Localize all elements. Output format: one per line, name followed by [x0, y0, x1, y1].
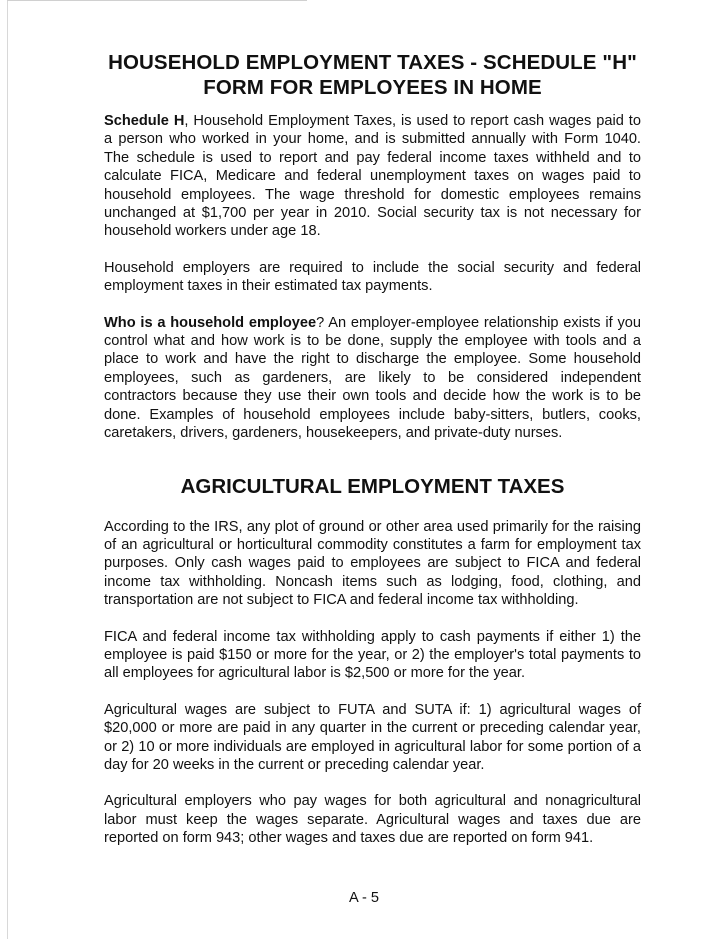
section-heading-wrap	[104, 474, 641, 499]
paragraph-schedule-h-text: , Household Employment Taxes, is used to report cash wages paid to a person who worked in your home, and is submitted annually with Form 1040. The schedule is used to report and pay federal income taxes withheld and to calculate FICA, Medicare and federal unemployment taxes on wages paid to household employees. The wage threshold for domestic employees remains unchanged at $1,700 per year in 2010. Social security tax is not necessary for household workers under age 18.	[104, 113, 641, 240]
paragraph-household-employee	[104, 314, 641, 443]
document-page	[104, 50, 641, 848]
paragraph-schedule-h	[104, 112, 641, 241]
scan-top-edge	[7, 0, 307, 1]
page-title	[104, 50, 641, 100]
page-title-line-1: HOUSEHOLD EMPLOYMENT TAXES - SCHEDULE "H"	[108, 51, 637, 74]
paragraph-farm-definition: According to the IRS, any plot of ground or other area used primarily for the raising of an agricultural or horticultural commodity constitutes a farm for employment tax purposes. Only cash wages paid to employees are subject to FICA and federal income tax withholding. Noncash items such as lodging, food, clothing, and transportation are not subject to FICA and federal income tax withholding.	[104, 518, 641, 609]
paragraph-schedule-h-lead: Schedule H	[104, 113, 185, 129]
section-heading-agricultural: AGRICULTURAL EMPLOYMENT TAXES	[180, 474, 565, 498]
page-title-line-2: FORM FOR EMPLOYEES IN HOME	[203, 76, 542, 99]
paragraph-fica-withholding: FICA and federal income tax withholding apply to cash payments if either 1) the employee is paid $150 or more for the year, or 2) the employer's total payments to all employees for agricultural labor is $2,500 or more for the year.	[104, 628, 641, 682]
scan-left-edge	[7, 0, 8, 939]
paragraph-household-employee-text: ? An employer-employee relationship exists if you control what and how work is to be done, supply the employee with tools and a place to work and have the right to discharge the employee. Some household employees, such as gardeners, are likely to be considered independent contractors because they use their own tools and decide how the work is to be done. Examples of household employees include baby-sitters, butlers, cooks, caretakers, drivers, gardeners, housekeepers, and private-duty nurses.	[104, 314, 641, 442]
paragraph-separate-wages: Agricultural employers who pay wages for both agricultural and nonagricultural labor must keep the wages separate. Agricultural wages and taxes due are reported on form 943; other wages and taxes due are reported on form 941.	[104, 793, 641, 847]
paragraph-household-employee-lead: Who is a household employee	[104, 314, 317, 331]
page-number: A - 5	[348, 890, 379, 906]
paragraph-estimated-taxes: Household employers are required to include the social security and federal employment taxes in their estimated tax payments.	[104, 259, 641, 295]
paragraph-futa-suta: Agricultural wages are subject to FUTA and SUTA if: 1) agricultural wages of $20,000 or more are paid in any quarter in the current or preceding calendar year, or 2) 10 or more individuals are employed in agricultural labor for some portion of a day for 20 weeks in the current or preceding calendar year.	[104, 701, 641, 773]
